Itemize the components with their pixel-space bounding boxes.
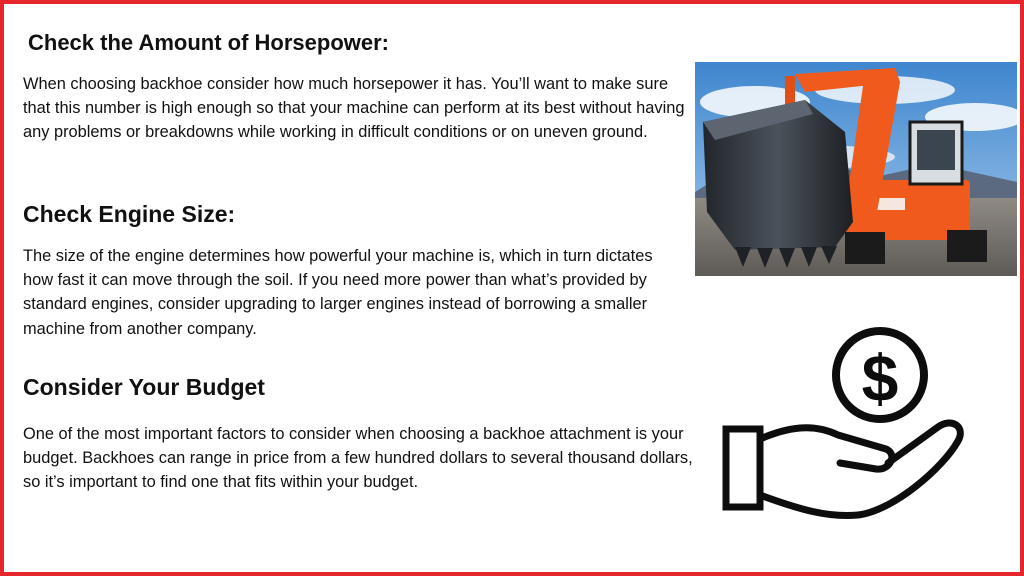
heading-horsepower: Check the Amount of Horsepower: [28,30,389,55]
heading-budget: Consider Your Budget [23,374,265,400]
paragraph-budget: One of the most important factors to consider when choosing a backhoe attachment is your budget. Backhoes can range in price from a few hundred dollars to several thousand dollars, so it’s important to find one that fits within your budget. [23,425,693,492]
paragraph-engine-size: The size of the engine determines how powerful your machine is, which in turn dictates how fast it can move through the soil. If you need more power than what’s provided by standard engines, consider upgrading to larger engines instead of borrowing a smaller machine from another company. [23,247,653,338]
hand-holding-dollar-icon [718,323,970,523]
excavator-photo [695,62,1017,276]
paragraph-horsepower: When choosing backhoe consider how much horsepower it has. You’ll want to make sure that this number is high enough so that your machine can perform at its best without having any problems or breakdowns while working in difficult conditions or on uneven ground. [23,75,685,142]
heading-engine-size: Check Engine Size: [23,201,236,227]
svg-text:$: $ [861,341,899,415]
